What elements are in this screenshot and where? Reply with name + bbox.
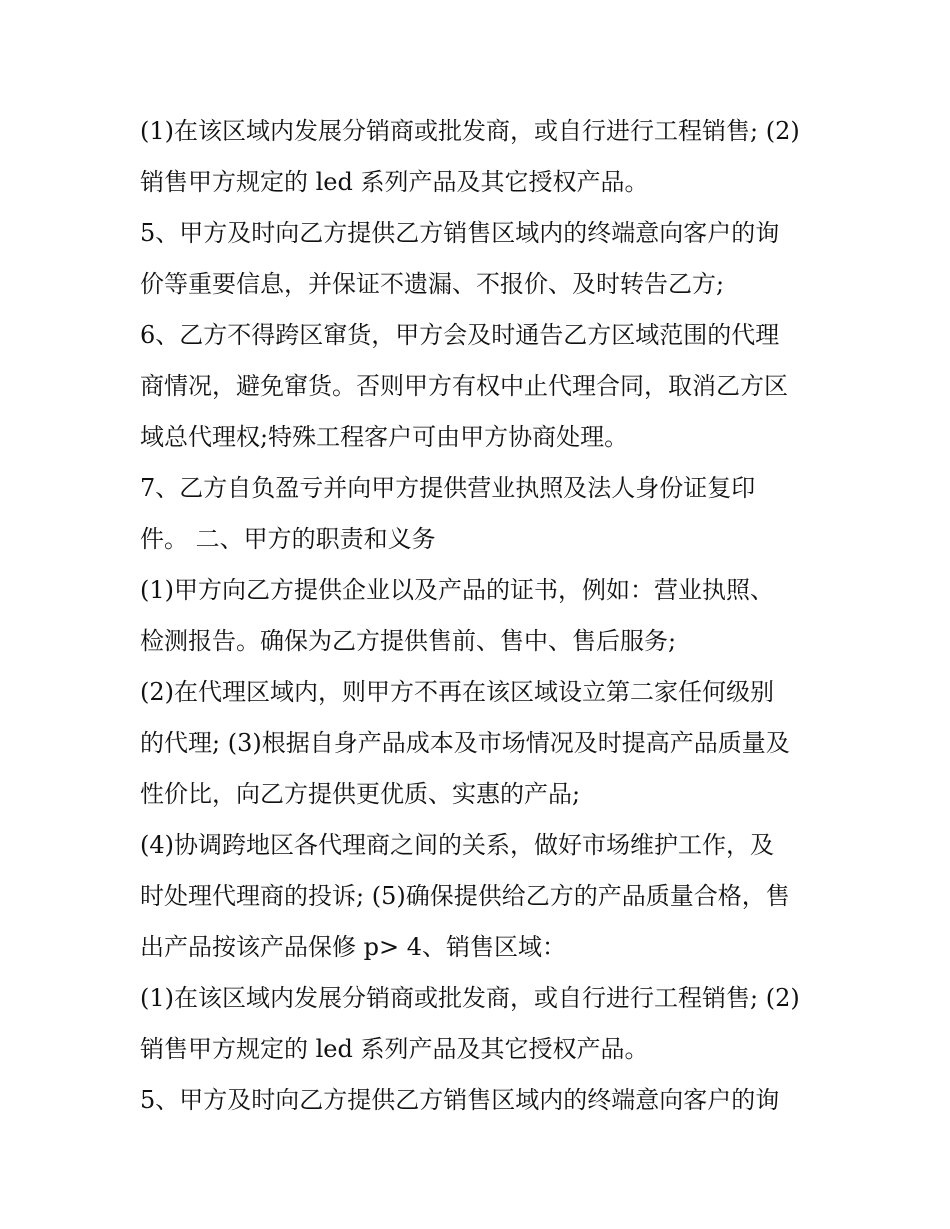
document-body: [140, 106, 820, 1126]
text-line-19: 销售甲方规定的 led 系列产品及其它授权产品。: [140, 1035, 649, 1063]
text-line-17: 出产品按该产品保修 p> 4、销售区域：: [140, 933, 566, 961]
text-line-9: 件。 二、甲方的职责和义务: [140, 525, 436, 553]
text-line-13: 的代理; (3)根据自身产品成本及市场情况及时提高产品质量及: [140, 729, 790, 757]
text-line-14: 性价比，向乙方提供更优质、实惠的产品;: [140, 780, 581, 808]
text-line-6: 商情况，避免窜货。否则甲方有权中止代理合同，取消乙方区: [140, 372, 788, 400]
text-line-4: 价等重要信息，并保证不遗漏、不报价、及时转告乙方;: [140, 270, 725, 298]
text-line-5: 6、乙方不得跨区窜货，甲方会及时通告乙方区域范围的代理: [140, 321, 780, 349]
text-line-1: (1)在该区域内发展分销商或批发商，或自行进行工程销售; (2): [140, 117, 800, 145]
text-line-11: 检测报告。确保为乙方提供售前、售中、售后服务;: [140, 627, 677, 655]
text-line-2: 销售甲方规定的 led 系列产品及其它授权产品。: [140, 168, 649, 196]
text-line-12: (2)在代理区域内，则甲方不再在该区域设立第二家任何级别: [140, 678, 774, 706]
text-line-18: (1)在该区域内发展分销商或批发商，或自行进行工程销售; (2): [140, 984, 800, 1012]
text-line-3: 5、甲方及时向乙方提供乙方销售区域内的终端意向客户的询: [140, 219, 780, 247]
text-line-7: 域总代理权;特殊工程客户可由甲方协商处理。: [140, 423, 629, 451]
text-line-10: (1)甲方向乙方提供企业以及产品的证书，例如：营业执照、: [140, 576, 774, 604]
text-line-15: (4)协调跨地区各代理商之间的关系，做好市场维护工作，及: [140, 831, 774, 859]
text-line-16: 时处理代理商的投诉; (5)确保提供给乙方的产品质量合格，售: [140, 882, 790, 910]
text-line-8: 7、乙方自负盈亏并向甲方提供营业执照及法人身份证复印: [140, 474, 756, 502]
text-line-20: 5、甲方及时向乙方提供乙方销售区域内的终端意向客户的询: [140, 1086, 780, 1114]
